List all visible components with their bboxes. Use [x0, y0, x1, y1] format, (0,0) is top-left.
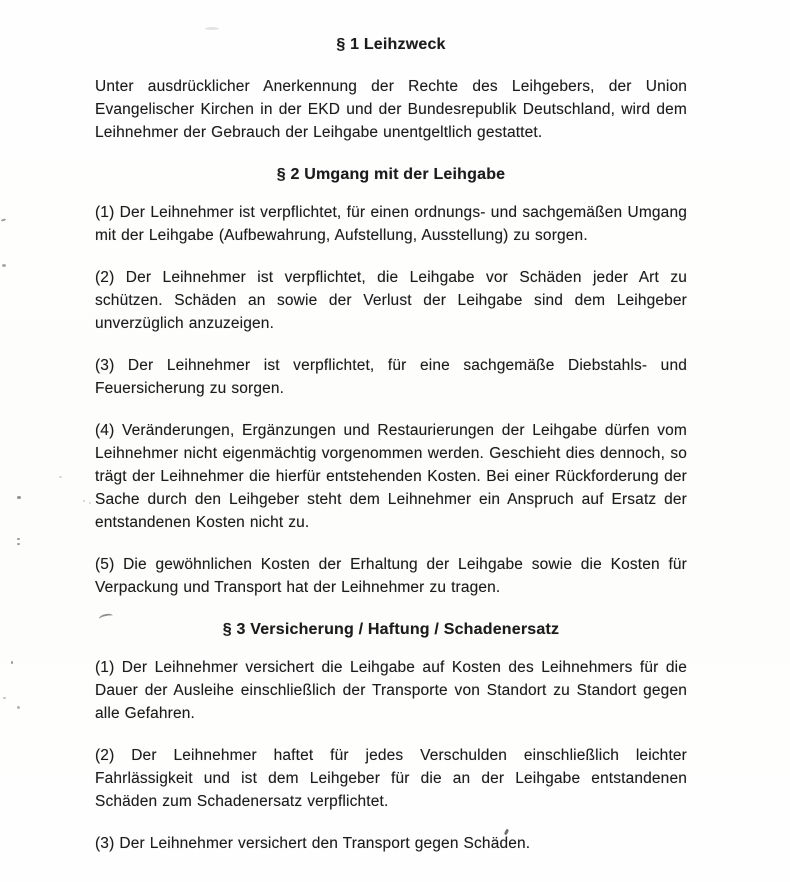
scan-artifact — [59, 476, 62, 478]
scan-artifact — [17, 538, 20, 540]
scan-artifact — [1, 218, 6, 221]
section-2-heading: § 2 Umgang mit der Leihgabe — [276, 166, 506, 183]
scan-artifact — [3, 697, 6, 699]
section-2-paragraph-3: (3) Der Leihnehmer ist verpflichtet, für eine sachgemäße Diebstahls- und Feuersicherung zu sorgen. — [95, 357, 687, 397]
section-3-heading: § 3 Versicherung / Haftung / Schadenersatz — [222, 621, 560, 638]
scan-artifact — [83, 500, 85, 502]
scan-artifact — [17, 496, 21, 499]
section-2-paragraph-2: (2) Der Leihnehmer ist verpflichtet, die Leihgabe vor Schäden jeder Art zu schützen. Schäden an sowie der Verlust der Leihgabe sind dem Leihgeber unverzüglich anzuzeigen. — [95, 269, 687, 332]
scan-artifact — [89, 502, 91, 504]
section-1-heading: § 1 Leihzweck — [336, 36, 446, 53]
section-3-paragraph-1: (1) Der Leihnehmer versichert die Leihgabe auf Kosten des Leihnehmers für die Dauer der Ausleihe einschließlich der Transporte von Standort zu Standort gegen alle Gefahren. — [95, 659, 687, 722]
scan-artifact — [205, 27, 219, 30]
section-2-paragraph-4: (4) Veränderungen, Ergänzungen und Restaurierungen der Leihgabe dürfen vom Leihnehmer nicht eigenmächtig vorgenommen werden. Geschieht dies dennoch, so trägt der Leihnehmer die hierfür entstehenden Kosten. Bei einer Rückforderung der Sache durch den Leihgeber steht dem Leihnehmer ein Anspruch auf Ersatz der entstandenen Kosten nicht zu. — [95, 422, 687, 531]
section-1-paragraph-1: Unter ausdrücklicher Anerkennung der Rechte des Leihgebers, der Union Evangelischer Kirchen in der EKD und der Bundesrepublik Deutschland, wird dem Leihnehmer der Gebrauch der Leihgabe unentgeltlich gestattet. — [95, 78, 687, 141]
section-3-paragraph-3: (3) Der Leihnehmer versichert den Transport gegen Schäden. — [95, 835, 531, 852]
section-2-paragraph-1: (1) Der Leihnehmer ist verpflichtet, für einen ordnungs- und sachgemäßen Umgang mit der Leihgabe (Aufbewahrung, Aufstellung, Ausstellung) zu sorgen. — [95, 204, 687, 244]
scan-artifact — [2, 264, 6, 267]
scan-artifact — [11, 661, 13, 664]
section-2-paragraph-5: (5) Die gewöhnlichen Kosten der Erhaltung der Leihgabe sowie die Kosten für Verpackung und Transport hat der Leihnehmer zu tragen. — [95, 556, 687, 596]
scan-artifact — [17, 706, 20, 709]
scan-artifact — [17, 543, 20, 545]
section-3-paragraph-2: (2) Der Leihnehmer haftet für jedes Verschulden einschließlich leichter Fahrlässigkeit und ist dem Leihgeber für die an der Leihgabe entstandenen Schäden zum Schadenersatz verpflichtet. — [95, 747, 687, 810]
